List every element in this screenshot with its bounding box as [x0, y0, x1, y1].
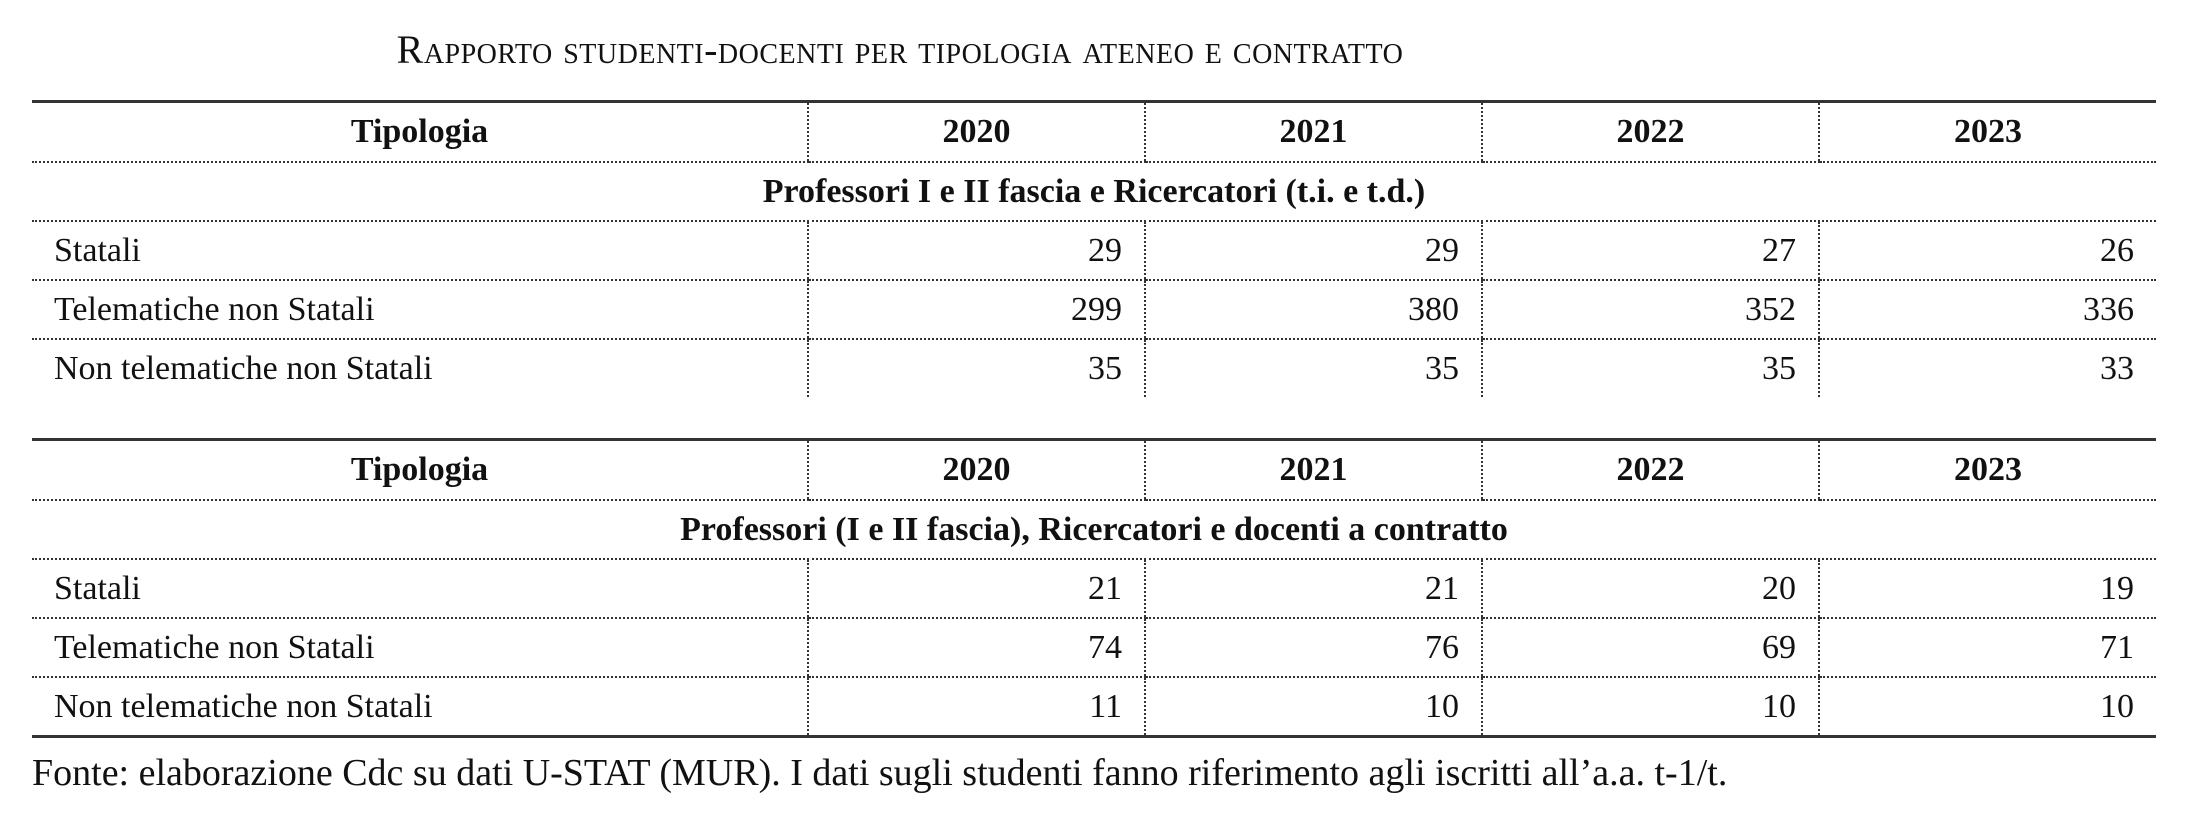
section-row — [32, 162, 2156, 221]
row-label: Telematiche non Statali — [32, 280, 808, 339]
table-row — [32, 559, 2156, 618]
cell-2021: 29 — [1145, 221, 1482, 280]
cell-2022: 69 — [1482, 618, 1819, 677]
header-tipologia: Tipologia — [32, 102, 808, 162]
ratio-table-with-contract — [32, 438, 2156, 738]
cell-2023: 10 — [1819, 677, 2156, 737]
ratio-table-tenured — [32, 100, 2156, 397]
cell-2020: 11 — [808, 677, 1145, 737]
table-row — [32, 280, 2156, 339]
header-year-2023: 2023 — [1819, 440, 2156, 500]
cell-2023: 33 — [1819, 339, 2156, 397]
header-year-2020: 2020 — [808, 102, 1145, 162]
header-year-2021: 2021 — [1145, 102, 1482, 162]
header-year-2022: 2022 — [1482, 440, 1819, 500]
cell-2020: 29 — [808, 221, 1145, 280]
header-year-2021: 2021 — [1145, 440, 1482, 500]
cell-2022: 10 — [1482, 677, 1819, 737]
source-note: Fonte: elaborazione Cdc su dati U-STAT (MUR). I dati sugli studenti fanno riferimento agli iscritti all’a.a. t-1/t. — [32, 752, 1728, 794]
cell-2021: 10 — [1145, 677, 1482, 737]
header-year-2020: 2020 — [808, 440, 1145, 500]
cell-2022: 20 — [1482, 559, 1819, 618]
section-title: Professori I e II fascia e Ricercatori (t.i. e t.d.) — [32, 162, 2156, 221]
header-tipologia: Tipologia — [32, 440, 808, 500]
table-row — [32, 677, 2156, 737]
cell-2020: 74 — [808, 618, 1145, 677]
section-row — [32, 500, 2156, 559]
row-label: Non telematiche non Statali — [32, 677, 808, 737]
header-year-2023: 2023 — [1819, 102, 2156, 162]
cell-2023: 19 — [1819, 559, 2156, 618]
cell-2022: 352 — [1482, 280, 1819, 339]
table-row — [32, 221, 2156, 280]
row-label: Statali — [32, 559, 808, 618]
table-row — [32, 339, 2156, 397]
cell-2021: 76 — [1145, 618, 1482, 677]
header-year-2022: 2022 — [1482, 102, 1819, 162]
section-title: Professori (I e II fascia), Ricercatori e docenti a contratto — [32, 500, 2156, 559]
cell-2020: 21 — [808, 559, 1145, 618]
cell-2021: 380 — [1145, 280, 1482, 339]
table-header-row — [32, 102, 2156, 162]
cell-2023: 336 — [1819, 280, 2156, 339]
cell-2022: 27 — [1482, 221, 1819, 280]
cell-2022: 35 — [1482, 339, 1819, 397]
table-row — [32, 618, 2156, 677]
cell-2021: 35 — [1145, 339, 1482, 397]
row-label: Non telematiche non Statali — [54, 349, 433, 387]
cell-2023: 26 — [1819, 221, 2156, 280]
cell-2020: 299 — [808, 280, 1145, 339]
cell-2020: 35 — [808, 339, 1145, 397]
cell-2021: 21 — [1145, 559, 1482, 618]
cell-2023: 71 — [1819, 618, 2156, 677]
table-header-row — [32, 440, 2156, 500]
row-label: Statali — [32, 221, 808, 280]
table-title: Rapporto studenti-docenti per tipologia ateneo e contratto — [396, 27, 1404, 72]
row-label: Telematiche non Statali — [32, 618, 808, 677]
